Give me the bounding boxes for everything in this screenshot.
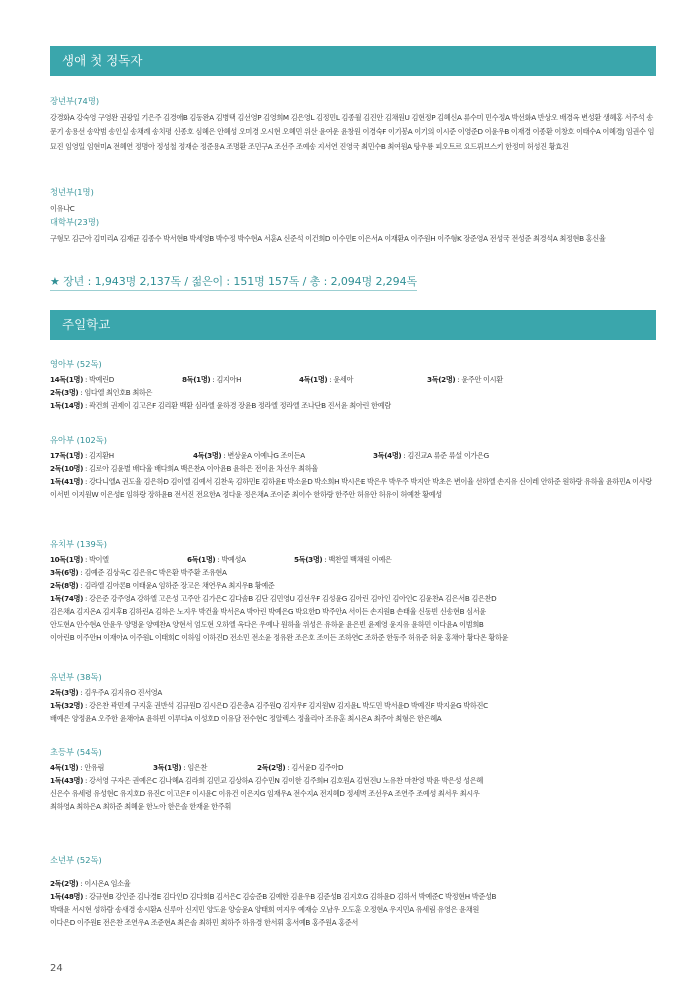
name-list: 김예준 김상욱C 김은유C 박은환 박주환 조유현A bbox=[84, 568, 227, 577]
count-label: 5독(3명) bbox=[294, 555, 323, 564]
count-label: 1독(48명) bbox=[50, 892, 84, 901]
name-list: 김라엘 김아론B 이태윤A 임하준 장고은 채연우A 최지우B 황예준 bbox=[84, 581, 275, 590]
section-header-lifetime bbox=[50, 46, 656, 76]
count-label: 3독(2명) bbox=[427, 375, 456, 384]
section-title: 생애 첫 정독자 bbox=[62, 53, 143, 68]
count-line: 17독(1명) : 김지환H 4독(3명) : 변상윤A 이예나G 조이든A 3독(4명) : 김진교A 류준 류설 이가은G bbox=[50, 451, 489, 460]
name-list: 윤주안 이시환 bbox=[461, 375, 503, 384]
count-label: 2독(2명) bbox=[257, 763, 286, 772]
count-label: 2독(3명) bbox=[50, 688, 79, 697]
group-heading: 영아부 (52독) bbox=[50, 359, 102, 369]
count-line: 2독(10명) : 김로아 김윤별 배다율 배다희A 백은찬A 이아윤B 윤하은 전이윤 차선우 최하율 bbox=[50, 464, 318, 473]
name-list: 임다엘 최인호B 최하은 bbox=[84, 388, 153, 397]
count-label: 4독(3명) bbox=[193, 451, 222, 460]
count-label: 3독(6명) bbox=[50, 568, 79, 577]
count-line: 1독(48명) : 강규현B 강인준 김나경E 김다인D 김다희B 김서은C 김승준B 김예한 김윤우B 김준성B 김지호G 김하윤D 김하서 박예준C 박정현H 박준성B bbox=[50, 892, 497, 901]
name-line: 최하영A 최하은A 최하준 최혜윤 한노아 한은솔 한재윤 한주휘 bbox=[50, 802, 231, 811]
count-label: 2독(8명) bbox=[50, 581, 79, 590]
name-list: 강다니엘A 권도율 김은하D 김이엘 김예서 김찬욱 김하민E 김하윤E 박소윤D 박소희H 박시은E 박은우 박우주 박지안 박초은 변이율 선하엘 손지유 신이레 안하준 원하랑 유하율 윤하민A 이사랑 이서빈 이지원W 이은성E 임하랑 장하윤B 전서진 전요한A 정다윤 정은채A 조이준 최이수 한하랑 한주안 허유안 허유이 허예찬 황예성 bbox=[50, 477, 652, 499]
count-line: 1독(14명) : 곽건희 권제이 김고은F 김리환 백환 심라엘 윤하경 장윤B 정라엘 정라엘 조나단B 진서윤 최아린 한예람 bbox=[50, 401, 391, 410]
name-list: 안유림 bbox=[84, 763, 105, 772]
name-list: 강서영 구자은 권예은C 김나혜A 김라희 김민교 김상하A 김수민N 김이한 김주희H 김호원A 김현진U 노유찬 마찬영 박윤 박은성 성은혜 bbox=[88, 776, 483, 785]
count-label: 1독(74명) bbox=[50, 594, 84, 603]
count-label: 2독(10명) bbox=[50, 464, 84, 473]
name-list: 김지아H bbox=[216, 375, 242, 384]
name-list: 변상윤A 이예나G 조이든A bbox=[227, 451, 305, 460]
name-list: 백찬열 백채원 이예은 bbox=[328, 555, 392, 564]
count-line: 2독(8명) : 김라엘 김아론B 이태윤A 임하준 장고은 채연우A 최지우B 황예준 bbox=[50, 581, 275, 590]
name-list: 김우주A 김지유O 진서영A bbox=[84, 688, 162, 697]
count-label: 2독(3명) bbox=[50, 388, 79, 397]
section-title: 주일학교 bbox=[62, 317, 111, 332]
count-label: 1독(32명) bbox=[50, 701, 84, 710]
count-label: 2독(2명) bbox=[50, 879, 79, 888]
name-list: 윤세아 bbox=[333, 375, 354, 384]
name-line: 신은수 유세령 유성현C 유지호D 유진C 이고은F 이시윤C 이유건 이은지G 임재우A 전수지A 전지혜D 정세벽 조선우A 조연주 조예성 최서우 최시우 bbox=[50, 789, 480, 798]
name-line: 배예은 양정윤A 오주한 윤채아A 윤하빈 이루다A 이성호D 이유담 전수현C 정알렉스 정율리아 조유훈 최시온A 최주아 최형은 한은혜A bbox=[50, 714, 442, 723]
name-list: 김지환H bbox=[88, 451, 114, 460]
count-label: 14독(1명) bbox=[50, 375, 84, 384]
count-line: 10독(1명) : 박이엘 6독(1명) : 박예성A 5독(3명) : 백찬열 백채원 이예은 bbox=[50, 555, 392, 564]
name-list: 박예린D bbox=[88, 375, 114, 384]
summary-total: ★ 장년 : 1,943명 2,137독 / 젊은이 : 151명 157독 / 총 : 2,094명 2,294독 bbox=[50, 273, 417, 291]
name-list: 김서윤D 김주아D bbox=[291, 763, 344, 772]
name-line: 이다은D 이주원E 전은찬 조연우A 조준현A 최은솔 최하민 최하주 하유경 한서휘 홍서예B 홍주원A 홍준서 bbox=[50, 918, 359, 927]
count-line: 3독(6명) : 김예준 김상욱C 김은유C 박은환 박주환 조유현A bbox=[50, 568, 227, 577]
count-line: 1독(74명) : 강은준 강주영A 강하엘 고은성 고주안 김가은C 김다솜B 김단 김민영U 김선우F 김성윤G 김아린 김아인 김아인C 김윤찬A 김은서B 김은찬D bbox=[50, 594, 497, 603]
group-heading: 유아부 (102독) bbox=[50, 435, 108, 445]
group-heading: 장년부(74명) bbox=[50, 96, 100, 106]
count-label: 10독(1명) bbox=[50, 555, 84, 564]
group-heading: 초등부 (54독) bbox=[50, 747, 102, 757]
name-list: 곽건희 권제이 김고은F 김리환 백환 심라엘 윤하경 장윤B 정라엘 정라엘 조나단B 진서윤 최아린 한예람 bbox=[88, 401, 391, 410]
name-list: 임은찬 bbox=[187, 763, 208, 772]
name-list: 강규현B 강인준 김나경E 김다인D 김다희B 김서은C 김승준B 김예한 김윤우B 김준성B 김지호G 김하윤D 김하서 박예준C 박정현H 박준성B bbox=[88, 892, 497, 901]
name-line: 이아린B 이주안H 이재아A 이주원L 이태희C 이하임 이하진D 전소민 전소윤 정유완 조은호 조이든 조하연C 조하준 한동주 허유준 허윤 홍채아 황다온 황하윤 bbox=[50, 633, 509, 642]
name-list: 강은준 강주영A 강하엘 고은성 고주안 김가은C 김다솜B 김단 김민영U 김선우F 김성윤G 김아린 김아인 김아인C 김윤찬A 김은서B 김은찬D bbox=[88, 594, 497, 603]
count-label: 1독(14명) bbox=[50, 401, 84, 410]
name-list: 박예성A bbox=[221, 555, 246, 564]
count-label: 4독(1명) bbox=[50, 763, 79, 772]
name-line: 김은채A 김지온A 김지후B 김하린A 김하은 노지우 박건율 박서은A 박아린 박예은G 박요한D 박주안A 서이든 손지원B 손태율 신동빈 신송현B 심서윤 bbox=[50, 607, 486, 616]
count-line: 1독(41명) : 강다니엘A 권도율 김은하D 김이엘 김예서 김찬욱 김하민E 김하윤E 박소윤D 박소희H 박시은E 박은우 박우주 박지안 박초은 변이율 선하엘 손지유 신이레 안하준 원하랑 유하율 윤하민A 이사랑 이서빈 이지원W 이은성E 임하랑 장하윤B 전서진 전요한A 정다윤 정은채A 조이준 최이수 한하랑 한주안 허유안 허유이 허예찬 황예성 bbox=[50, 477, 652, 499]
group-heading: 유년부 (38독) bbox=[50, 672, 102, 682]
name-line: 안도현A 안수현A 안윤우 양명윤 양예찬A 양현서 엄도현 오하엘 옥다은 우예나 원하율 위성은 유하윤 윤은빈 윤제영 윤지유 윤하민 이다윤A 이범희B bbox=[50, 620, 484, 629]
count-label: 3독(4명) bbox=[373, 451, 402, 460]
name-list: 강경화A 강숙영 구영완 권광일 기은주 김경애B 김동완A 김병택 김선영P 김영희M 김은영L 김정민L 김종월 김진안 김채원U 김현정P 김혜신A 류수미 민수정A 박선화A 반상오 배경옥 변성환 생혜홍 서주석 송문기 송용선 송약범 송인실 송채례 송치평 신종호 심혜은 안혜성 오미경 오시현 오혜민 위산 윤여운 윤창원 이경숙F 이기봉A 이기의 이시준 이영준D 이윤우B 이재경 이종환 이창호 이태수A 이혜경J 임권수 임묘진 임영일 임현미A 전혜연 정명아 정성철 정재순 정준용A 조명환 조민구A 조선주 조예송 지서연 진영국 최민수B 최여원A 탕우룡 피오트르 요드뤼브스키 한정미 허성진 황효진 bbox=[50, 113, 655, 151]
name-list: 김로아 김윤별 배다율 배다희A 백은찬A 이아윤B 윤하은 전이윤 차선우 최하율 bbox=[88, 464, 318, 473]
count-label: 17독(1명) bbox=[50, 451, 84, 460]
count-line: 2독(2명) : 이시온A 임소율 bbox=[50, 879, 131, 888]
count-line: 1독(32명) : 강은찬 곽민제 구지훈 권반석 김규원D 김시은D 김은총A 김주원Q 김지우F 김지원W 김지윤L 박도민 박서윤D 박예진F 박지윤G 박하진C bbox=[50, 701, 488, 710]
count-label: 6독(1명) bbox=[187, 555, 216, 564]
count-line: 1독(43명) : 강서영 구자은 권예은C 김나혜A 김라희 김민교 김상하A 김수민N 김이한 김주희H 김호원A 김현진U 노유찬 마찬영 박윤 박은성 성은혜 bbox=[50, 776, 483, 785]
count-label: 4독(1명) bbox=[299, 375, 328, 384]
name-list: 이유나C bbox=[50, 204, 75, 213]
group-heading: 대학부(23명) bbox=[50, 217, 100, 227]
count-label: 3독(1명) bbox=[153, 763, 182, 772]
name-list: 김진교A 류준 류설 이가은G bbox=[407, 451, 489, 460]
section-header-sunday bbox=[50, 310, 656, 340]
name-line: 박태윤 서시현 성하람 송새경 송시환A 신루아 신지민 양도윤 양승윤A 양태희 여지우 예재승 오남우 오도훈 오정현A 우지민A 유세림 유영은 윤채원 bbox=[50, 905, 479, 914]
count-line: 14독(1명) : 박예린D 8독(1명) : 김지아H 4독(1명) : 윤세아 3독(2명) : 윤주안 이시환 bbox=[50, 375, 503, 384]
group-heading: 소년부 (52독) bbox=[50, 855, 102, 865]
count-label: 1독(43명) bbox=[50, 776, 84, 785]
name-list: 구형모 김근아 김미리A 김재균 김종수 박서현B 박세영B 박수정 박수현A 서훈A 신준석 이건희D 이수민E 이은서A 이재환A 이주원H 이주형K 장준영A 전성국 전성준 최경석A 최정현B 홍신율 bbox=[50, 234, 606, 243]
name-list: 이시온A 임소율 bbox=[84, 879, 131, 888]
group-heading: 유치부 (139독) bbox=[50, 539, 108, 549]
group-heading: 청년부(1명) bbox=[50, 187, 94, 197]
count-line: 2독(3명) : 임다엘 최인호B 최하은 bbox=[50, 388, 153, 397]
count-label: 8독(1명) bbox=[182, 375, 211, 384]
page-number: 24 bbox=[50, 963, 63, 974]
name-list: 박이엘 bbox=[88, 555, 109, 564]
count-label: 1독(41명) bbox=[50, 477, 84, 486]
name-list: 강은찬 곽민제 구지훈 권반석 김규원D 김시은D 김은총A 김주원Q 김지우F 김지원W 김지윤L 박도민 박서윤D 박예진F 박지윤G 박하진C bbox=[88, 701, 488, 710]
count-line: 2독(3명) : 김우주A 김지유O 진서영A bbox=[50, 688, 162, 697]
count-line: 4독(1명) : 안유림 3독(1명) : 임은찬 2독(2명) : 김서윤D 김주아D bbox=[50, 763, 344, 772]
